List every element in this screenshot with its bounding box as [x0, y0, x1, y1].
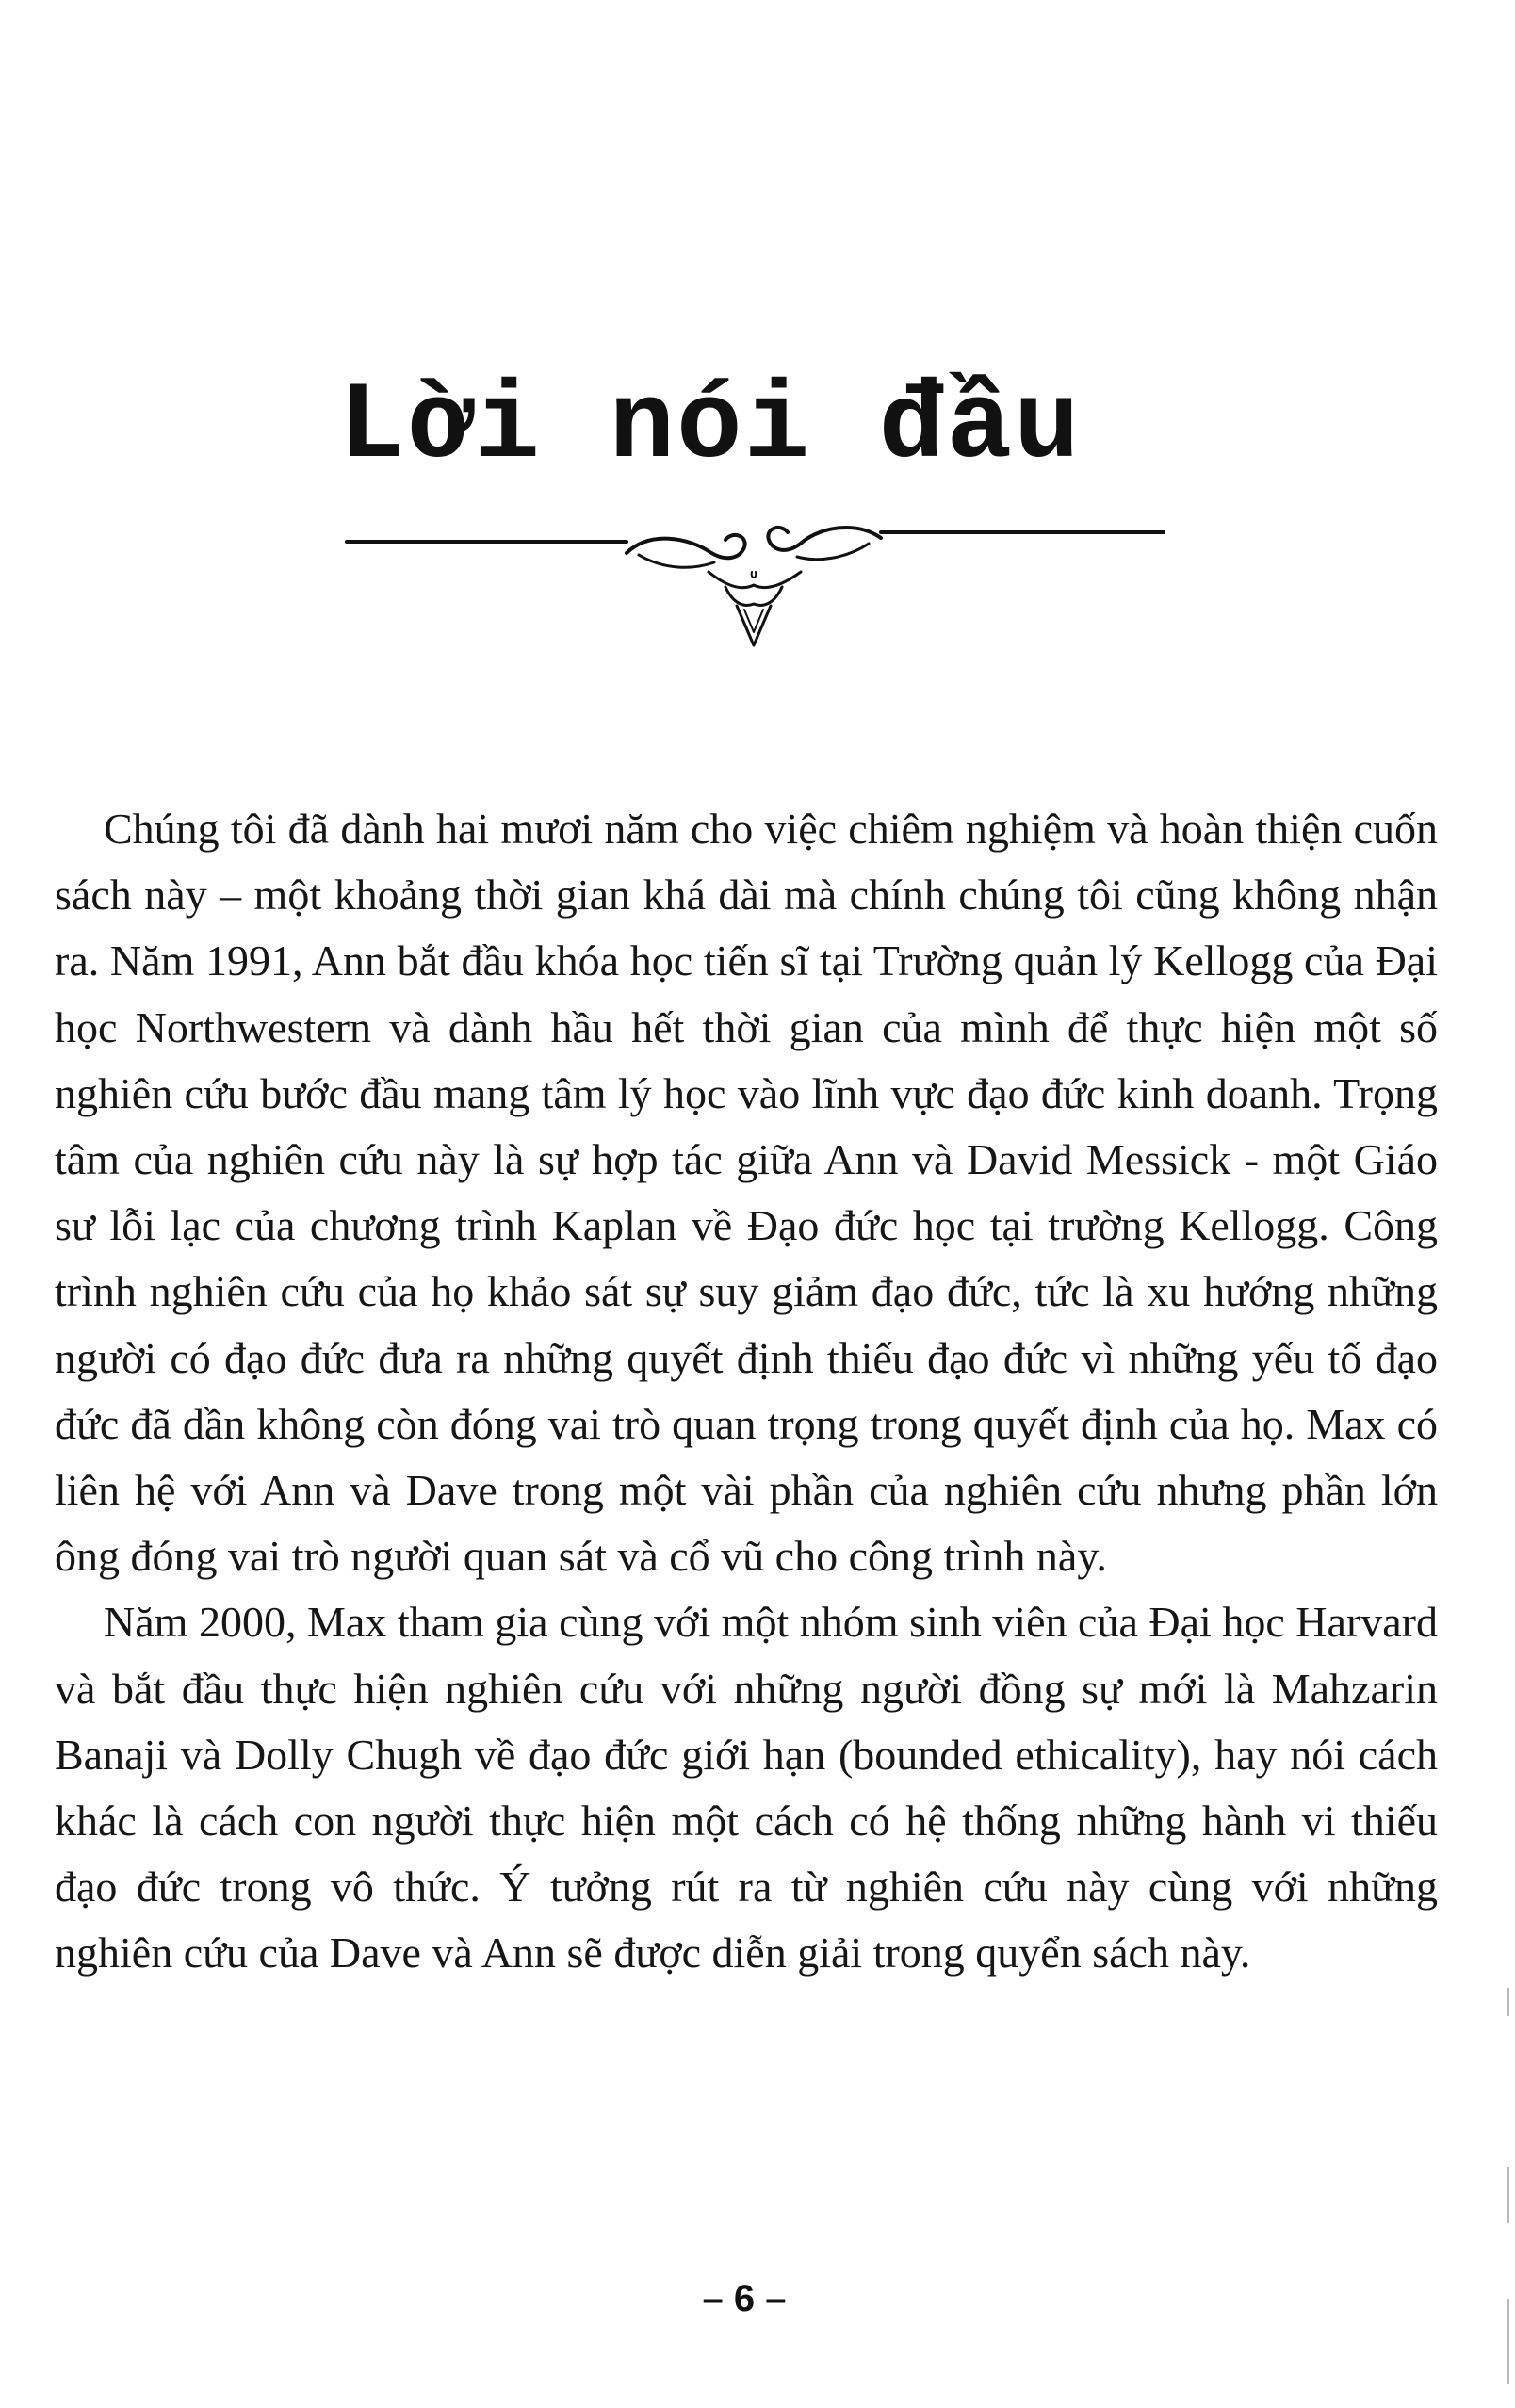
scan-edge-mark: [1507, 2299, 1509, 2384]
flourish-divider-icon: [339, 513, 1168, 655]
preface-body: [55, 796, 1438, 1987]
page-number: – 6 –: [702, 2278, 787, 2319]
scan-edge-mark: [1507, 2167, 1509, 2223]
paragraph-2: Năm 2000, Max tham gia cùng với một nhóm sinh viên của Đại học Harvard và bắt đầu thực hiện nghiên cứu với những người đồng sự mới là Mahzarin Banaji và Dolly Chugh về đạo đức giới hạn (bounded ethicality), hay nói cách khác là cách con người thực hiện một cách có hệ thống những hành vi thiếu đạo đức trong vô thức. Ý tưởng rút ra từ nghiên cứu này cùng với những nghiên cứu của Dave và Ann sẽ được diễn giải trong quyển sách này.: [55, 1598, 1438, 1977]
paragraph-1: Chúng tôi đã dành hai mươi năm cho việc chiêm nghiệm và hoàn thiện cuốn sách này – một khoảng thời gian khá dài mà chính chúng tôi cũng không nhận ra. Năm 1991, Ann bắt đầu khóa học tiến sĩ tại Trường quản lý Kellogg của Đại học Northwestern và dành hầu hết thời gian của mình để thực hiện một số nghiên cứu bước đầu mang tâm lý học vào lĩnh vực đạo đức kinh doanh. Trọng tâm của nghiên cứu này là sự hợp tác giữa Ann và David Messick - một Giáo sư lỗi lạc của chương trình Kaplan về Đạo đức học tại trường Kellogg. Công trình nghiên cứu của họ khảo sát sự suy giảm đạo đức, tức là xu hướng những người có đạo đức đưa ra những quyết định thiếu đạo đức vì những yếu tố đạo đức đã dần không còn đóng vai trò quan trọng trong quyết định của họ. Max có liên hệ với Ann và Dave trong một vài phần của nghiên cứu nhưng phần lớn ông đóng vai trò người quan sát và cổ vũ cho công trình này.: [55, 805, 1438, 1581]
scan-edge-mark: [1507, 1988, 1509, 2016]
chapter-title: Lời nói đầu: [339, 365, 1082, 489]
